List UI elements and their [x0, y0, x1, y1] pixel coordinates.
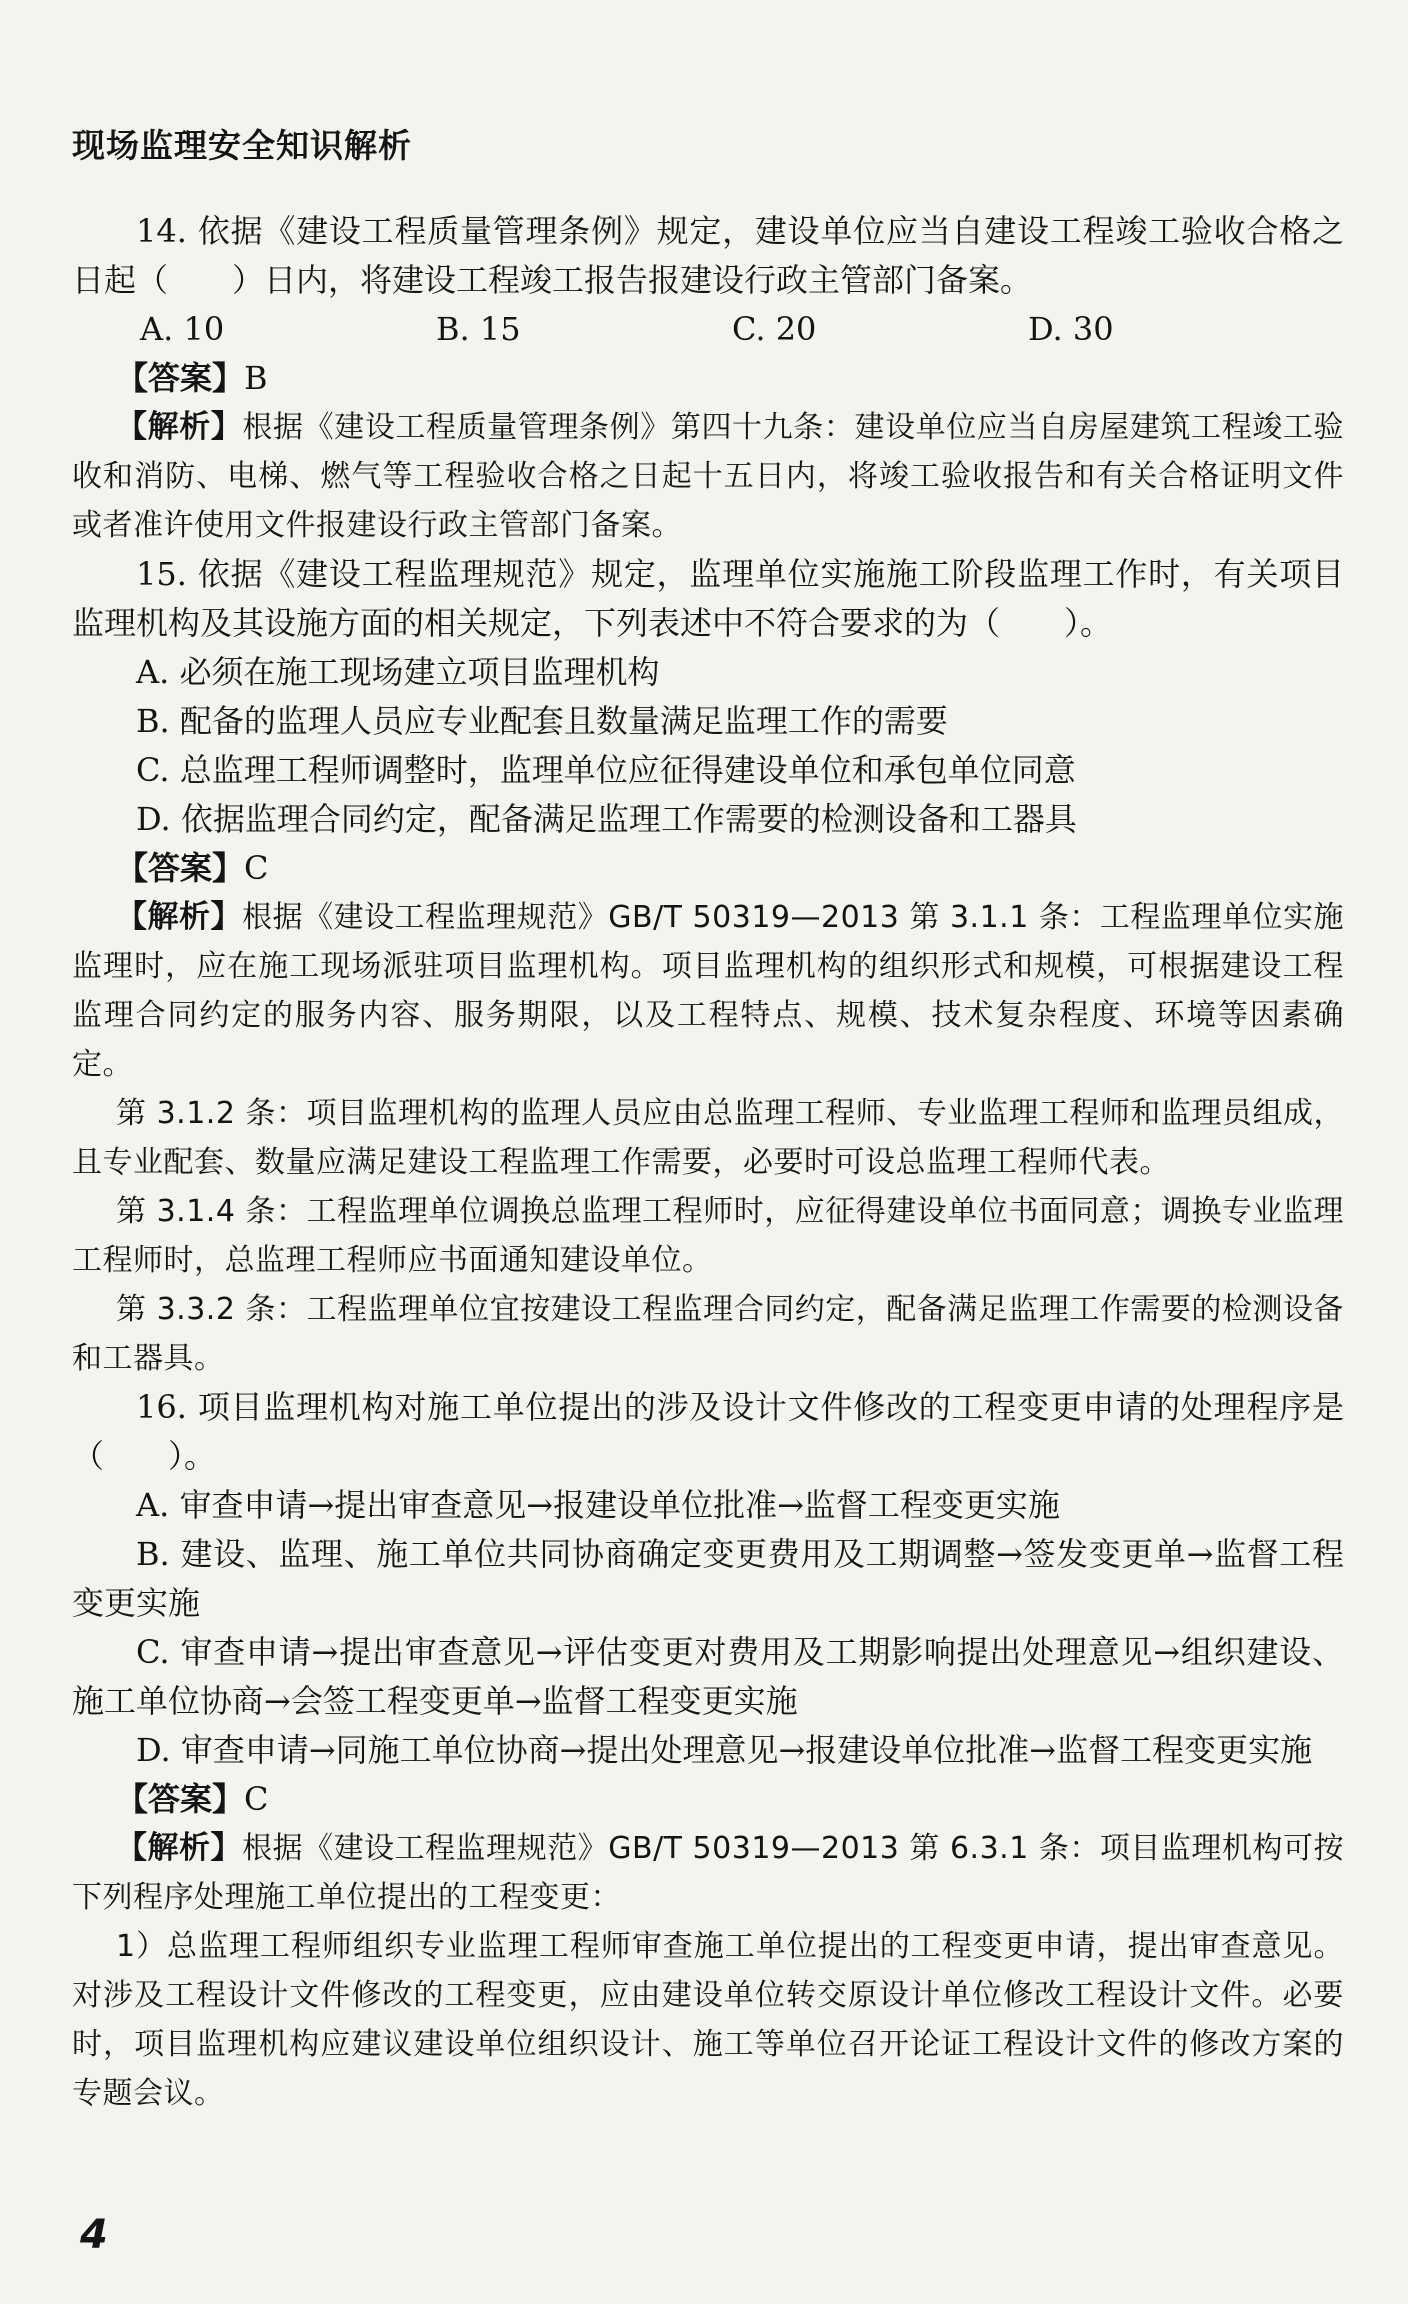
explanation-paragraph: 第 3.1.4 条：工程监理单位调换总监理工程师时，应征得建设单位书面同意；调换专业监理工程师时，总监理工程师应书面通知建设单位。 [72, 1194, 1344, 1278]
answer-value: B [244, 359, 268, 397]
option-d: D. 30 [1028, 310, 1114, 348]
explanation-label: 【解析】 [116, 899, 243, 935]
answer-line [72, 1775, 1344, 1824]
question-stem: 14. 依据《建设工程质量管理条例》规定，建设单位应当自建设工程竣工验收合格之日起（ ）日内，将建设工程竣工报告报建设行政主管部门备案。 [72, 212, 1344, 299]
option-b: B. 15 [436, 310, 521, 348]
answer-label: 【答案】 [116, 1780, 245, 1818]
explanation-text: 根据《建设工程监理规范》GB/T 50319—2013 第 3.1.1 条：工程监理单位实施监理时，应在施工现场派驻项目监理机构。项目监理机构的组织形式和规模，可根据建设工程监理合同约定的服务内容、服务期限，以及工程特点、规模、技术复杂程度、环境等因素确定。 [72, 900, 1344, 1082]
answer-label: 【答案】 [116, 849, 245, 887]
question-stem: 15. 依据《建设工程监理规范》规定，监理单位实施施工阶段监理工作时，有关项目监理机构及其设施方面的相关规定，下列表述中不符合要求的为（ ）。 [72, 555, 1344, 642]
option-a: A. 审查申请→提出审查意见→报建设单位批准→监督工程变更实施 [136, 1486, 1060, 1524]
question-16 [72, 1383, 1344, 2118]
explanation-label: 【解析】 [116, 409, 243, 445]
explanation-paragraph: 第 3.1.2 条：项目监理机构的监理人员应由总监理工程师、专业监理工程师和监理员组成，且专业配套、数量应满足建设工程监理工作需要，必要时可设总监理工程师代表。 [72, 1096, 1344, 1180]
answer-label: 【答案】 [116, 359, 245, 397]
explanation-paragraph [72, 893, 1344, 1089]
option-d: D. 依据监理合同约定，配备满足监理工作需要的检测设备和工器具 [136, 800, 1077, 838]
answer-value: C [244, 1780, 269, 1818]
option-a: A. 10 [140, 310, 225, 348]
question-14 [72, 207, 1344, 550]
option-c: C. 审查申请→提出审查意见→评估变更对费用及工期影响提出处理意见→组织建设、施工单位协商→会签工程变更单→监督工程变更实施 [72, 1633, 1344, 1720]
explanation-paragraph [72, 1824, 1344, 1922]
option-c: C. 20 [732, 310, 817, 348]
question-stem: 16. 项目监理机构对施工单位提出的涉及设计文件修改的工程变更申请的处理程序是（ ）。 [72, 1388, 1344, 1475]
option-row [72, 305, 1344, 354]
question-15 [72, 550, 1344, 1383]
option-b: B. 配备的监理人员应专业配套且数量满足监理工作的需要 [136, 702, 948, 740]
explanation-paragraph: 第 3.3.2 条：工程监理单位宜按建设工程监理合同约定，配备满足监理工作需要的检测设备和工器具。 [72, 1292, 1344, 1376]
page-number: 4 [80, 2212, 108, 2258]
answer-value: C [244, 849, 269, 887]
explanation-label: 【解析】 [116, 1830, 243, 1866]
running-head: 现场监理安全知识解析 [72, 126, 412, 165]
explanation-paragraph [72, 403, 1344, 550]
option-b: B. 建设、监理、施工单位共同协商确定变更费用及工期调整→签发变更单→监督工程变更实施 [72, 1535, 1344, 1622]
option-c: C. 总监理工程师调整时，监理单位应征得建设单位和承包单位同意 [136, 751, 1076, 789]
answer-line [72, 844, 1344, 893]
answer-line [72, 354, 1344, 403]
explanation-text: 根据《建设工程质量管理条例》第四十九条：建设单位应当自房屋建筑工程竣工验收和消防、电梯、燃气等工程验收合格之日起十五日内，将竣工验收报告和有关合格证明文件或者准许使用文件报建设行政主管部门备案。 [72, 410, 1345, 543]
option-d: D. 审查申请→同施工单位协商→提出处理意见→报建设单位批准→监督工程变更实施 [136, 1731, 1313, 1769]
option-a: A. 必须在施工现场建立项目监理机构 [136, 653, 660, 691]
explanation-text: 根据《建设工程监理规范》GB/T 50319—2013 第 6.3.1 条：项目监理机构可按下列程序处理施工单位提出的工程变更： [72, 1831, 1344, 1915]
explanation-paragraph: 1）总监理工程师组织专业监理工程师审查施工单位提出的工程变更申请，提出审查意见。对涉及工程设计文件修改的工程变更，应由建设单位转交原设计单位修改工程设计文件。必要时，项目监理机构应建议建设单位组织设计、施工等单位召开论证工程设计文件的修改方案的专题会议。 [72, 1929, 1344, 2111]
